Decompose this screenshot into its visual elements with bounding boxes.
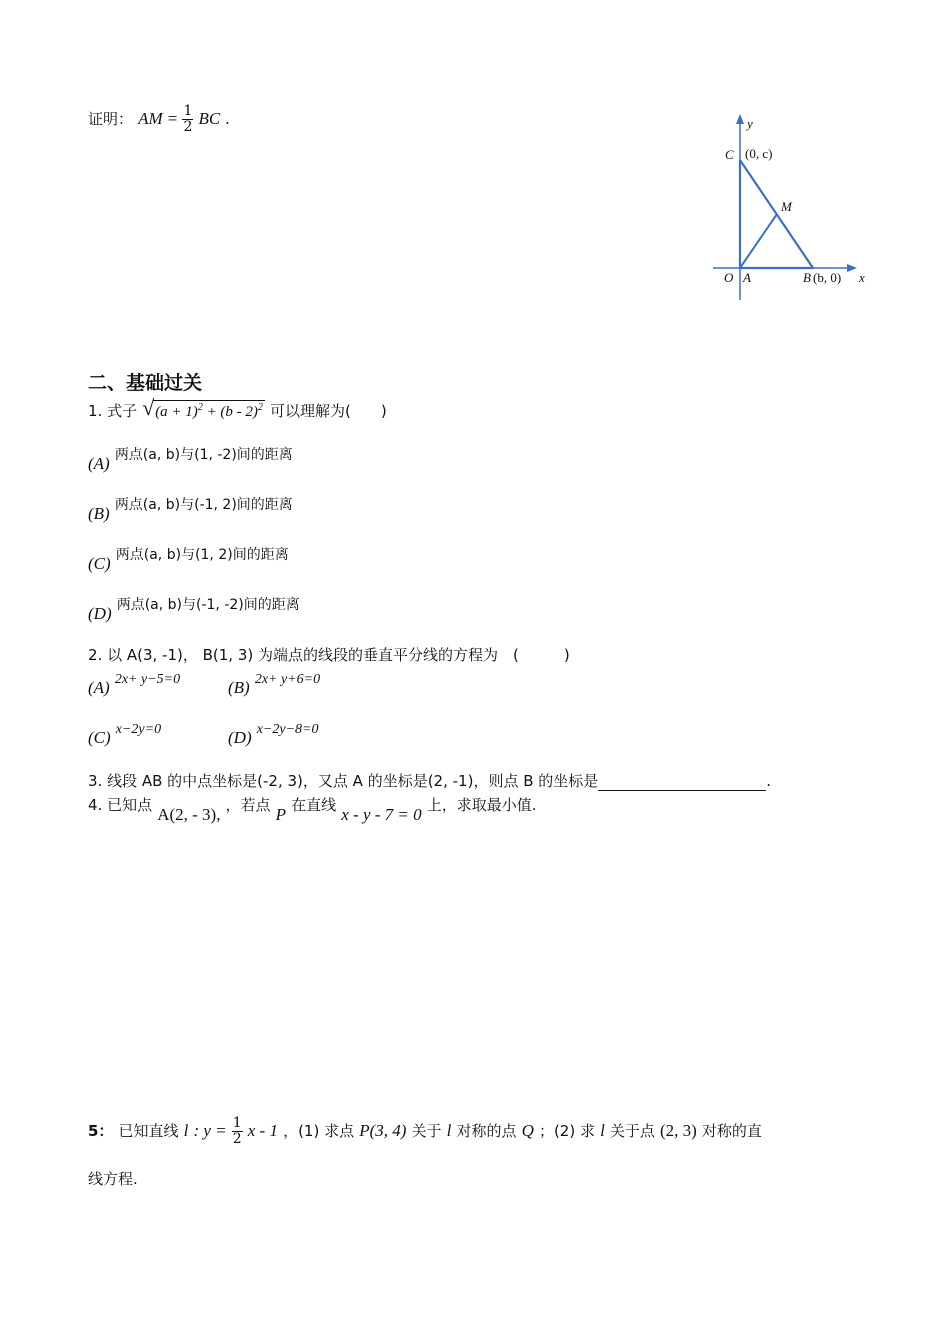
q2-option-d-text: x−2y−8=0 <box>256 722 319 737</box>
q2-option-b <box>228 668 321 697</box>
q5-l-3: l <box>600 1121 605 1140</box>
q1-option-a-text: 两点(a, b)与(1, -2)间的距离 <box>114 447 293 463</box>
q1-option-c-label: (C) <box>88 554 111 573</box>
q3-text: 3. 线段 AB 的中点坐标是(-2, 3)，又点 A 的坐标是(2, -1)，则点 B 的坐标是 <box>88 772 599 790</box>
q5-point-p: P(3, 4) <box>359 1121 407 1140</box>
q3-stem <box>88 770 771 791</box>
proof-frac-den: 2 <box>183 119 193 135</box>
q1-expr-a: (a + 1) <box>155 404 198 420</box>
q2-option-c <box>88 718 162 747</box>
q1-stem-post: 可以理解为( ) <box>270 402 387 420</box>
q2-option-d-label: (D) <box>228 728 252 747</box>
sqrt-sign-icon: √ <box>142 395 155 420</box>
q1-option-b-text: 两点(a, b)与(-1, 2)间的距离 <box>114 497 293 513</box>
proof-statement <box>88 104 230 135</box>
label-M: M <box>781 199 792 214</box>
q5-label: 5： <box>88 1122 114 1140</box>
q4-mid: ，若点 <box>225 796 271 814</box>
proof-label: 证明： <box>88 110 134 128</box>
q4-point-text: A(2, - 3), <box>157 805 221 824</box>
q4-post: 上，求取最小值. <box>426 796 537 814</box>
q4-p: P <box>275 805 287 824</box>
label-O: O <box>724 270 734 285</box>
q5-frac-den: 2 <box>232 1131 242 1147</box>
q5-x-minus: x - 1 <box>247 1121 278 1140</box>
q5-l-2: l <box>446 1121 452 1140</box>
q4-on-line: 在直线 <box>291 796 337 814</box>
x-axis-arrow <box>847 264 857 272</box>
q1-sqrt <box>142 395 265 421</box>
q1-option-a <box>88 444 293 473</box>
q1-option-a-label: (A) <box>88 454 110 473</box>
q2-option-a-label: (A) <box>88 678 110 697</box>
q5-part1-pre: ，(1) 求点 <box>283 1122 355 1140</box>
proof-frac-num: 1 <box>183 103 193 119</box>
q2-option-c-label: (C) <box>88 728 111 747</box>
q5-part2-mid: 关于点 <box>609 1122 655 1140</box>
q2-option-b-text: 2x+ y+6=0 <box>254 672 321 687</box>
q1-stem <box>88 395 387 421</box>
q5-l: l <box>183 1121 189 1140</box>
q2-option-b-label: (B) <box>228 678 250 697</box>
label-B-coords: (b, 0) <box>813 270 842 285</box>
q5-q: Q <box>521 1121 534 1140</box>
label-A: A <box>743 270 751 285</box>
q2-option-a <box>88 668 181 697</box>
triangle-figure <box>705 110 875 305</box>
q3-answer-blank <box>598 775 766 791</box>
proof-rhs: BC <box>198 109 221 128</box>
q5-point-23: (2, 3) <box>660 1121 697 1140</box>
q1-exp-2: 2 <box>257 402 263 413</box>
x-axis-label: x <box>859 270 865 285</box>
proof-end: . <box>225 109 230 128</box>
proof-fraction <box>182 104 193 135</box>
segment-AM <box>740 214 777 268</box>
q1-option-c <box>88 544 289 573</box>
q1-option-b-label: (B) <box>88 504 110 523</box>
q5-stem <box>88 1116 762 1147</box>
q5-pre: 已知直线 <box>118 1122 179 1140</box>
label-C: C <box>725 147 734 162</box>
q5-frac-num: 1 <box>232 1115 242 1131</box>
q5-fraction <box>232 1116 243 1147</box>
proof-lhs: AM <box>138 109 163 128</box>
q1-option-c-text: 两点(a, b)与(1, 2)间的距离 <box>115 547 289 563</box>
q3-end: . <box>766 772 772 790</box>
q1-option-b <box>88 494 293 523</box>
q1-option-d-label: (D) <box>88 604 112 623</box>
q4-pre: 4. 已知点 <box>88 796 153 814</box>
y-axis-label: y <box>747 116 753 131</box>
y-axis-arrow <box>736 114 744 124</box>
q5-part1-mid: 关于 <box>411 1122 442 1140</box>
q2-option-d <box>228 718 319 747</box>
q1-expr-b: + (b - 2) <box>202 404 258 420</box>
q2-stem: 2. 以 A(3, -1)， B(1, 3) 为端点的线段的垂直平分线的方程为 ( ) <box>88 646 570 664</box>
q5-line2: 线方程. <box>88 1170 138 1188</box>
q1-option-d-text: 两点(a, b)与(-1, -2)间的距离 <box>116 597 300 613</box>
q4-line: x - y - 7 = 0 <box>341 805 422 824</box>
q4-point <box>157 805 220 824</box>
label-C-coords: (0, c) <box>745 146 773 161</box>
q2-option-c-text: x−2y=0 <box>115 722 162 737</box>
q1-option-d <box>88 594 300 623</box>
label-B: B <box>803 270 811 285</box>
q5-part1-post: 对称的点 <box>456 1122 517 1140</box>
q5-part2-post: 对称的直 <box>701 1122 762 1140</box>
q4-stem <box>88 794 537 824</box>
section-title: 二、基础过关 <box>88 372 203 394</box>
q5-colon-y: : y = <box>193 1121 227 1140</box>
q1-exp-1: 2 <box>197 402 203 413</box>
q2-option-a-text: 2x+ y−5=0 <box>114 672 181 687</box>
q1-stem-pre: 1. 式子 <box>88 402 138 420</box>
q5-part2-pre: ；(2) 求 <box>538 1122 595 1140</box>
proof-eq: = <box>167 109 178 128</box>
